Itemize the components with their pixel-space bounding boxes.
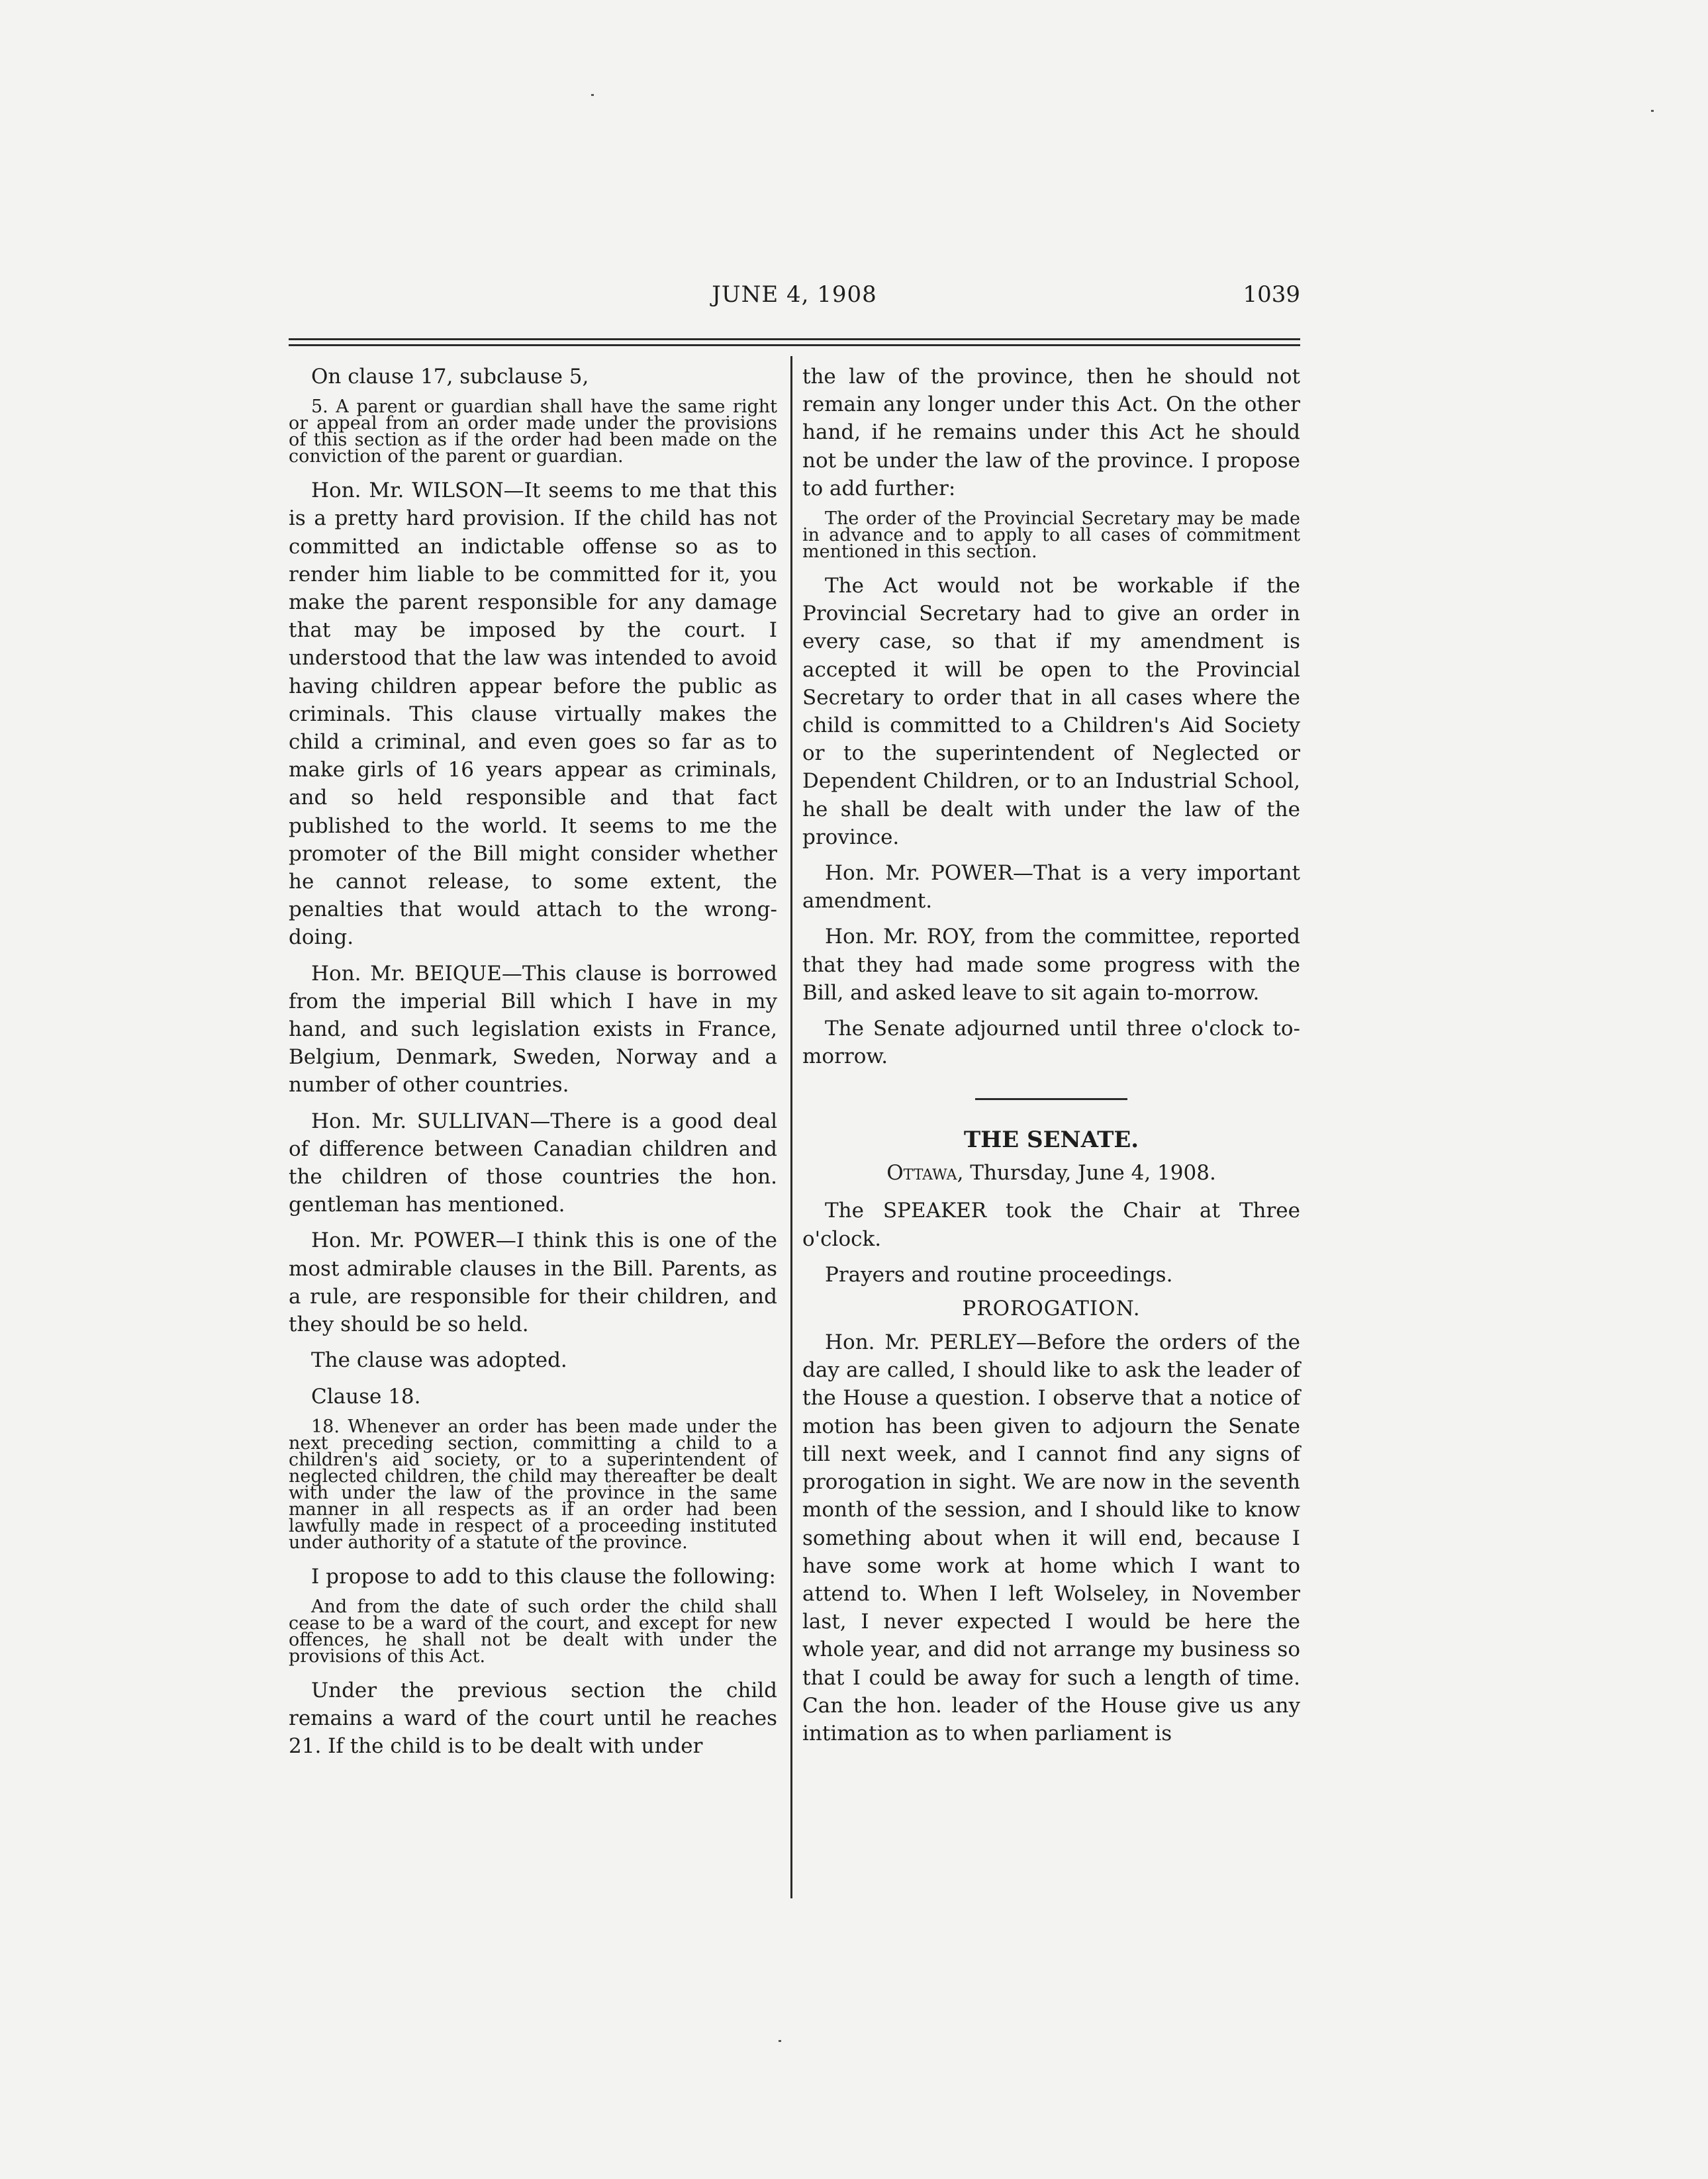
paragraph: Hon. Mr. BEIQUE—This clause is borrowed from the imperial Bill which I have in my hand, and such legislation exists in France, Belgium, Denmark, Sweden, Norway and a number of other countries.: [289, 961, 777, 1097]
scan-speck: [1651, 110, 1654, 112]
quoted-clause: 5. A parent or guardian shall have the same right or appeal from an order made under the provisions of this section as if the order had been made on the conviction of the parent or guardian.: [289, 396, 777, 467]
right-column: [802, 363, 1300, 1755]
header-double-rule: [289, 338, 1300, 346]
subheading: PROROGATION.: [962, 1297, 1141, 1321]
paragraph: The Senate adjourned until three o'clock to-morrow.: [802, 1017, 1300, 1069]
left-column: [289, 363, 777, 1769]
paragraph: Under the previous section the child remains a ward of the court until he reaches 21. If the child is to be dealt with under: [289, 1678, 777, 1759]
paragraph: The Act would not be workable if the Provincial Secretary had to give an order in every case, so that if my amendment is accepted it will be open to the Provincial Secretary to order that in all cases where the child is committed to a Children's Aid Society or to the superintendent of Neglected or Dependent Children, or to an Industrial School, he shall be dealt with under the law of the province.: [802, 574, 1300, 849]
paragraph: Hon. Mr. PERLEY—Before the orders of the day are called, I should like to ask the leader of the House a question. I observe that a notice of motion has been given to adjourn the Senate till next week, and I cannot find any signs of prorogation in sight. We are now in the seventh month of the session, and I should like to know something about when it will end, because I have some work at home which I want to attend to. When I left Wolseley, in November last, I never expected I would be here the whole year, and did not arrange my business so that I could be away for such a length of time. Can the hon. leader of the House give us any intimation as to when parliament is: [802, 1330, 1300, 1745]
paragraph: The clause was adopted.: [311, 1348, 567, 1373]
quoted-clause: 18. Whenever an order has been made under the next preceding section, committing a child to a children's aid society, or to a superintendent of neglected children, the child may thereafter be dealt with under the law of the province in the same manner in all respects as if an order had been lawfully made in respect of a proceeding instituted under authority of a statute of the province.: [289, 1416, 777, 1553]
section-rule: [975, 1098, 1127, 1100]
dateline-date: Thursday, June 4, 1908.: [963, 1161, 1216, 1185]
paragraph: Hon. Mr. POWER—I think this is one of the most admirable clauses in the Bill. Parents, as a rule, are responsible for their children, and they should be so held.: [289, 1229, 777, 1337]
dateline-place: Ottawa,: [886, 1161, 964, 1185]
paragraph: I propose to add to this clause the following:: [311, 1564, 776, 1589]
paragraph: Hon. Mr. SULLIVAN—There is a good deal of difference between Canadian children and the children of those countries the hon. gentleman has mentioned.: [289, 1109, 777, 1217]
paragraph: Hon. Mr. POWER—That is a very important amendment.: [802, 861, 1300, 913]
section-title: THE SENATE.: [963, 1127, 1139, 1154]
paragraph: Hon. Mr. ROY, from the committee, reported that they had made some progress with the Bill, and asked leave to sit again to-morrow.: [802, 925, 1300, 1005]
paragraph: Clause 18.: [311, 1384, 421, 1409]
dateline: [802, 1161, 1300, 1185]
paragraph: Prayers and routine proceedings.: [825, 1262, 1173, 1287]
paragraph: The SPEAKER took the Chair at Three o'clock.: [802, 1199, 1300, 1251]
scan-speck: [591, 94, 594, 96]
paragraph: On clause 17, subclause 5,: [311, 365, 589, 389]
paragraph: Hon. Mr. WILSON—It seems to me that this is a pretty hard provision. If the child has not committed an indictable offense so as to render him liable to be committed for it, you make the parent responsible for any damage that may be imposed by the court. I understood that the law was intended to avoid having children appear before the public as criminals. This clause virtually makes the child a criminal, and even goes so far as to make girls of 16 years appear as criminals, and so held responsible and that fact published to the world. It seems to me the promoter of the Bill might consider whether he cannot release, to some extent, the penalties that would attach to the wrong-doing.: [289, 479, 777, 950]
running-head: JUNE 4, 1908: [712, 281, 877, 308]
quoted-clause: And from the date of such order the child shall cease to be a ward of the court, and except for new offences, he shall not be dealt with under the provisions of this Act.: [289, 1596, 777, 1667]
scan-speck: [779, 2040, 781, 2042]
page-header: [289, 281, 1300, 321]
quoted-clause: The order of the Provincial Secretary may be made in advance and to apply to all cases of commitment mentioned in this section.: [802, 508, 1300, 563]
column-divider: [790, 356, 792, 1898]
page-number: 1039: [1243, 281, 1300, 308]
paragraph: the law of the province, then he should not remain any longer under this Act. On the other hand, if he remains under this Act he should not be under the law of the province. I propose to add further:: [802, 365, 1300, 500]
